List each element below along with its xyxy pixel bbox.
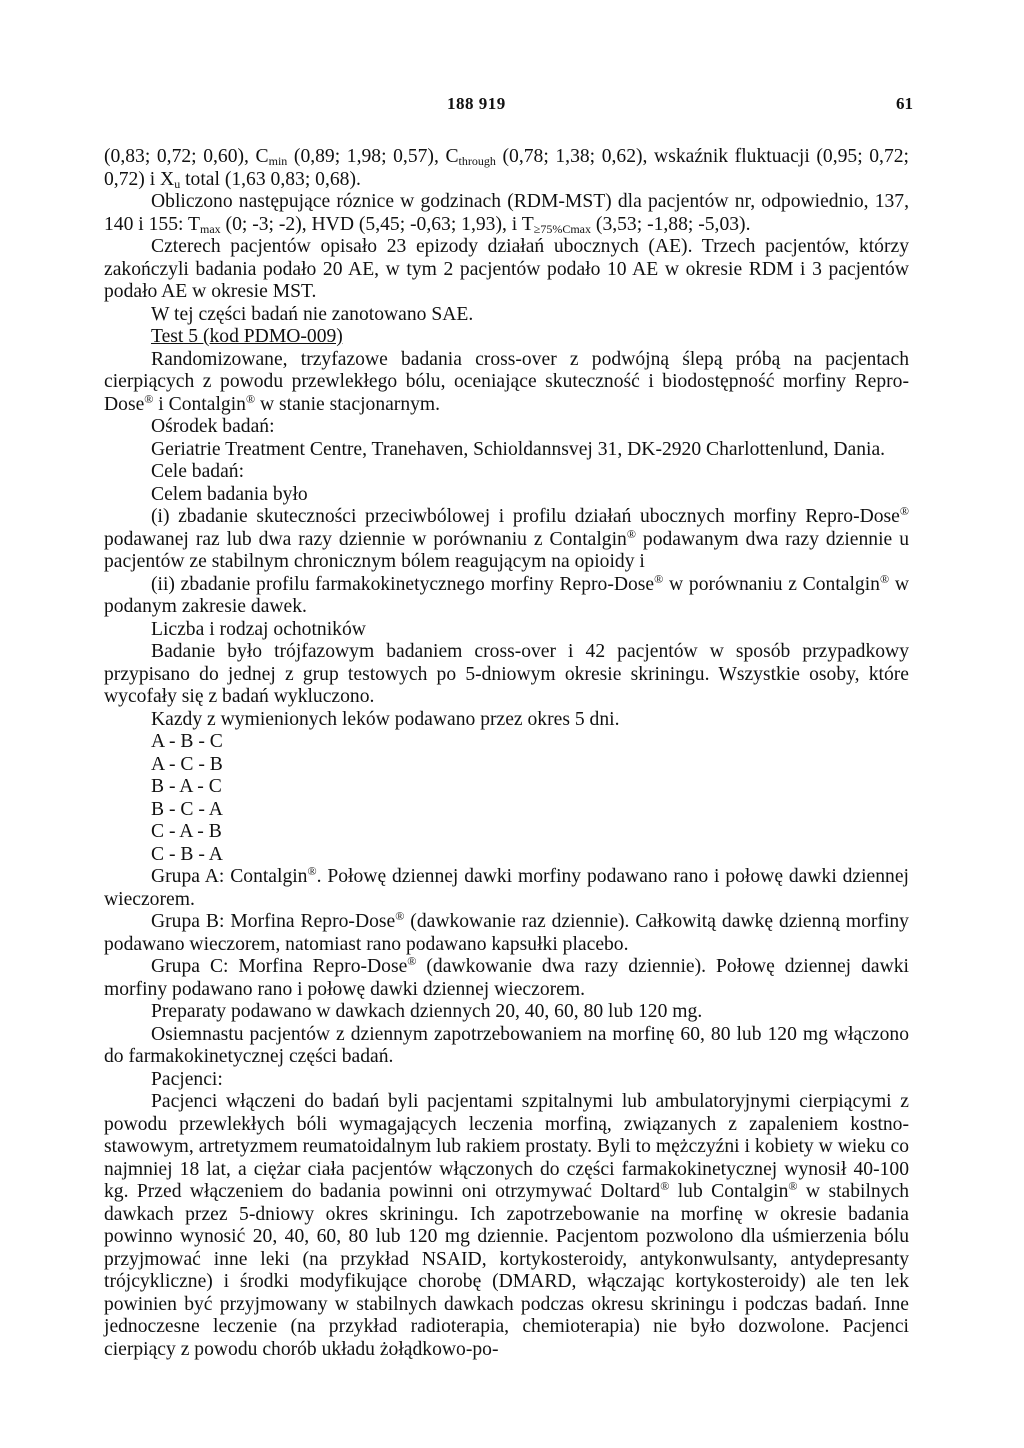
page-header [0, 94, 1024, 118]
document-number: 188 919 [447, 94, 506, 113]
paragraph-dosing-period: Kazdy z wymienionych leków podawano przez okres 5 dni. [151, 708, 620, 730]
paragraph-goal-intro: Celem badania było [151, 483, 308, 505]
paragraph-doses: Preparaty podawano w dawkach dziennych 20, 40, 60, 80 lub 120 mg. [151, 1001, 703, 1022]
paragraph-study-description: Randomizowane, trzyfazowe badania cross-over z podwójną ślepą próbą na pacjentach cierpiących z powodu przewlekłego bólu, oceniające skuteczność i biodostępność morfiny Repro-Dose® i Contalgin® w stanie stacjonarnym. [104, 348, 909, 415]
paragraph-no-sae: W tej części badań nie zanotowano SAE. [151, 303, 474, 325]
label-participants: Liczba i rodzaj ochotników [151, 618, 366, 640]
paragraph-goal-i: (i) zbadanie skuteczności przeciwbólowej i profilu działań ubocznych morfiny Repro-Dose® podawanej raz lub dwa razy dziennie w porównaniu z Contalgin® podawanym dwa razy dziennie u pacjentów ze stabilnym chronicznym bólem reagującym na opioidy i [104, 504, 909, 572]
sequence-item: A - B - C [151, 731, 223, 752]
paragraph-group-a: Grupa A: Contalgin®. Połowę dziennej dawki morfiny podawano rano i połowę dawki dziennej wieczorem. [104, 864, 909, 910]
paragraph-differences: Obliczono następujące róznice w godzinach (RDM-MST) dla pacjentów nr, odpowiednio, 137, 140 i 155: $T_{max}$ (0; -3; -2), HVD (5,45; -0,63; 1,93), i $T_{\ge 75\%Cmax}$ (3,53; -1,88; -5,03). [104, 191, 909, 236]
document-body [104, 146, 909, 1361]
paragraph-study-centre: Geriatrie Treatment Centre, Tranehaven, Schioldannsvej 31, DK-2920 Charlottenlund, Dania. [151, 438, 886, 460]
page-number: 61 [896, 94, 913, 113]
paragraph-adverse-events: Czterech pacjentów opisało 23 epizody działań ubocznych (AE). Trzech pacjentów, którzy zakończyli badania podało 20 AE, w tym 2 pacjentów podało 10 AE w okresie RDM i 3 pacjentów podało AE w okresie MST. [104, 236, 909, 302]
paragraph-pk-subset: Osiemnastu pacjentów z dziennym zapotrzebowaniem na morfinę 60, 80 lub 120 mg włączono do farmakokinetycznej części badań. [104, 1023, 909, 1067]
label-patients: Pacjenci: [151, 1068, 223, 1090]
label-study-centre: Ośrodek badań: [151, 416, 275, 437]
paragraph-goal-ii: (ii) zbadanie profilu farmakokinetycznego morfiny Repro-Dose® w porównaniu z Contalgin® w podanym zakresie dawek. [104, 571, 909, 617]
label-study-goals: Cele badań: [151, 461, 245, 482]
sequence-item: B - C - A [151, 798, 223, 820]
paragraph-participants: Badanie było trójfazowym badaniem cross-over i 42 pacjentów w sposób przypadkowy przypisano do jednej z grup testowych po 5-dniowym okresie skriningu. Wszystkie osoby, które wycofały się z badań wykluczono. [104, 641, 909, 707]
sequence-item: A - C - B [151, 753, 223, 775]
sequence-item: B - A - C [151, 776, 222, 797]
test-heading: Test 5 (kod PDMO-009) [151, 326, 343, 347]
paragraph-patients: Pacjenci włączeni do badań byli pacjentami szpitalnymi lub ambulatoryjnymi cierpiącymi z powodu przewlekłych bóli wymagających leczenia morfiną, związanych z zapaleniem kostno-stawowym, artretyzmem reumatoidalnym lub rakiem prostaty. Byli to mężczyźni i kobiety w wieku co najmniej 18 lat, a ciężar ciała pacjentów włączonych do części farmakokinetycznej wynosił 40-100 kg. Przed włączeniem do badania powinni oni otrzymywać Doltard® lub Contalgin® w stabilnych dawkach przez 5-dniowy okres skriningu. Ich zapotrzebowanie na morfinę w okresie badania powinno wynosić 20, 40, 60, 80 lub 120 mg dziennie. Pacjentom pozwolono dla uśmierzenia bólu przyjmować inne leki (na przykład NSAID, kortykosteroidy, antykonwulsanty, antydepresanty trójcykliczne) i środki modyfikujące chorobę (DMARD, włączając kortykosteroidy) ale ten lek powinien być przyjmowany w stabilnych dawkach podczas okresu skriningu i podczas badań. Inne jednoczesne leczenie (na przykład radioterapia, chemioterapia) nie było dozwolone. Pacjenci cierpiący z powodu chorób układu żołądkowo-po- [104, 1091, 909, 1360]
paragraph-pharmacokinetic-values: (0,83; 0,72; 0,60), $C_{min}$ (0,89; 1,98; 0,57), $C_{through}$ (0,78; 1,38; 0,62), wskaźnik fluktuacji (0,95; 0,72; 0,72) i $X_u$ total (1,63 0,83; 0,68). [104, 146, 909, 191]
sequence-item: C - A - B [151, 821, 222, 842]
paragraph-group-b: Grupa B: Morfina Repro-Dose® (dawkowanie raz dziennie). Całkowitą dawkę dzienną morfiny podawano wieczorem, natomiast rano podawano kapsułki placebo. [104, 909, 909, 955]
sequence-item: C - B - A [151, 843, 223, 865]
paragraph-group-c: Grupa C: Morfina Repro-Dose® (dawkowanie dwa razy dziennie). Połowę dziennej dawki morfiny podawano rano i połowę dawki dziennej wieczorem. [104, 954, 909, 1000]
